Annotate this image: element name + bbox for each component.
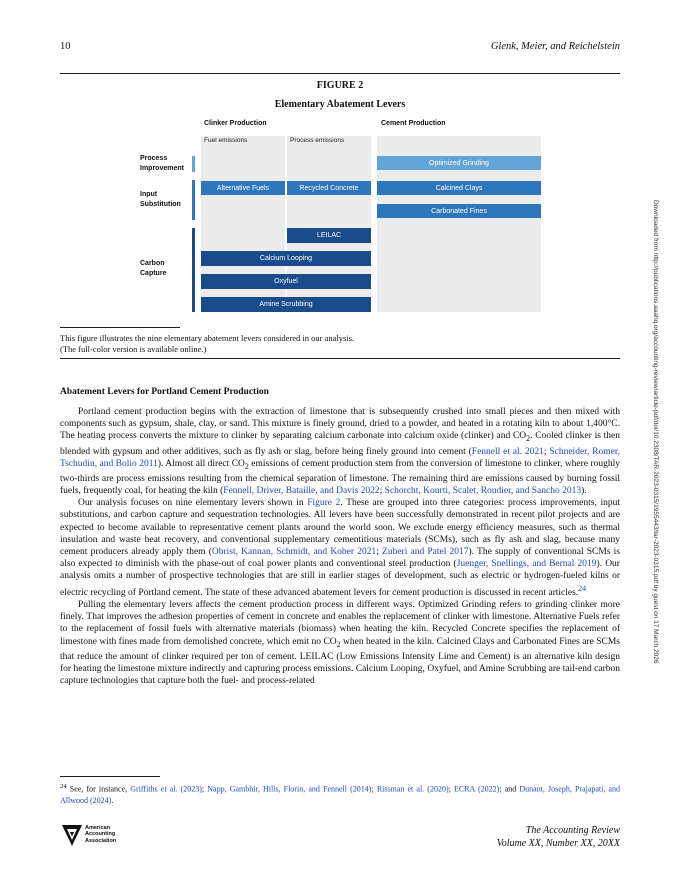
section-heading: Abatement Levers for Portland Cement Production	[60, 387, 269, 397]
process-emissions-subheading: Process emissions	[290, 137, 345, 144]
lever-recycled-concrete: Recycled Concrete	[287, 181, 371, 195]
lever-oxyfuel: Oxyfuel	[201, 274, 371, 289]
citation-link[interactable]: Griffiths et al. (2023)	[130, 784, 202, 794]
citation-link[interactable]: Rissman et al. (2020)	[376, 784, 449, 794]
cement-production-heading: Cement Production	[381, 120, 446, 127]
figure-title: Elementary Abatement Levers	[274, 99, 406, 110]
journal-footer: The Accounting Review Volume XX, Number XX, 20XX	[496, 825, 620, 849]
figure-label: FIGURE 2	[316, 80, 364, 91]
abatement-levers-figure	[0, 0, 680, 330]
fuel-emissions-subheading: Fuel emissions	[204, 137, 248, 144]
carbon-capture-bar	[192, 228, 195, 312]
process-improvement-bar	[192, 156, 195, 172]
figure-link[interactable]: Figure 2	[307, 498, 341, 509]
paragraph-2: Our analysis focuses on nine elementary levers shown in Figure 2. These are grouped into three categories: process improvements, input substitutions, and carbon capture and sequestration technologies. All levers have been successfully demonstrated in recent pilot projects and are expected to become available to representative cement plants around the world soon. We exclude energy efficiency measures, such as thermal insulation and waste heat recovery, and conventional supplementary cementitious materials (SCMs), such as fly ash and slag, because many cement producers already apply them (Obrist, Kannan, Schmidt, and Kober 2021; Zuberi and Patel 2017). The supply of conventional SCMs is also expected to diminish with the phase-out of coal power plants and conventional steel production (Juenger, Snellings, and Bernal 2019). Our analysis omits a number of prospective technologies that are still in earlier stages of development, such as electric or hydrogen-fueled kilns or electric recycling of Portland cement. The state of these advanced abatement levers for cement production is discussed in recent articles.$^{24}$	[60, 498, 620, 598]
download-notice: Downloaded from http://publications.aaahq.org/accounting-review/article-pdf/doi/10.2308/TAR-2023-0315/1955443/tar-2023-0315.pdf by guest on 17 March 2026	[652, 200, 659, 664]
lever-leilac: LEILAC	[287, 228, 371, 243]
running-header-authors: Glenk, Meier, and Reichelstein	[490, 41, 620, 52]
category-process-improvement: Process Improvement	[140, 155, 184, 172]
citation-link[interactable]: Fennell et al. 2021	[471, 446, 544, 457]
citation-link[interactable]: Schorcht, Kourti, Scalet, Roudier, and Sancho 2013	[384, 486, 582, 496]
lever-calcined-clays: Calcined Clays	[377, 181, 541, 195]
aaa-logo-text: American Accounting Association	[85, 825, 117, 844]
figure-bottom-rule	[60, 358, 620, 359]
lever-calcium-looping: Calcium Looping	[201, 251, 371, 266]
page-number: 10	[60, 41, 71, 52]
lever-amine-scrubbing: Amine Scrubbing	[201, 297, 371, 312]
citation-link[interactable]: Fennell, Driver, Bataille, and Davis 2022	[223, 486, 380, 496]
citation-link[interactable]: ECRA (2022)	[453, 784, 500, 794]
caption-rule	[60, 327, 180, 328]
citation-link[interactable]: Zuberi and Patel 2017	[382, 547, 469, 558]
lever-alternative-fuels: Alternative Fuels	[201, 181, 285, 195]
aaa-logo-icon	[60, 822, 84, 848]
footnote-rule	[60, 776, 160, 777]
paragraph-3: Pulling the elementary levers affects the cement production process in different ways. Optimized Grinding refers to grinding clinker more finely. That improves the adhesion properties of cement in concrete and enables the replacement of clinker with limestone. Alternative Fuels refer to the replacement of fossil fuels with alternative materials (biomass) when heating the kiln. Recycled Concrete specifies the replacement of limestone with fines made from demolished concrete, which emit no $CO_2$ when heated in the kiln. Calcined Clays and Carbonated Fines are SCMs that reduce the amount of clinker required per ton of cement. LEILAC (Low Emissions Intensity Lime and Cement) is an alternative kiln design for heating the limestone mixture indirectly and capturing process emissions. Calcium Looping, Oxyfuel, and Amine Scrubbing are tail-end carbon capture technologies that capture both the fuel- and process-related	[60, 599, 620, 687]
body-text	[60, 406, 620, 687]
input-substitution-bar	[192, 180, 195, 220]
citation-link[interactable]: Juenger, Snellings, and Bernal 2019	[456, 559, 597, 570]
clinker-production-heading: Clinker Production	[204, 120, 267, 127]
citation-link[interactable]: Napp, Gambhir, Hills, Florin, and Fennell (2014)	[207, 784, 372, 794]
category-carbon-capture: Carbon Capture	[140, 260, 167, 277]
lever-optimized-grinding: Optimized Grinding	[377, 156, 541, 170]
citation-link[interactable]: Schneider, Romer, Tschudin, and Bolio 2011	[60, 446, 621, 469]
citation-link[interactable]: Obrist, Kannan, Schmidt, and Kober 2021	[211, 547, 377, 558]
paragraph-1: Portland cement production begins with the extraction of limestone that is subsequently crushed into small pieces and then mixed with components such as gypsum, shale, clay, or sand. This mixture is finely ground, dried to a powder, and heated in a rotating kiln to about 1,400°C. The heating process converts the mixture to clinker by separating calcium carbonate into calcium oxide (clinker) and $CO_2$. Cooled clinker is then blended with gypsum and other additives, such as fly ash or slag, before being finely ground into cement (Fennell et al. 2021; Schneider, Romer, Tschudin, and Bolio 2011). Almost all direct $CO_2$ emissions of cement production stem from the conversion of limestone to clinker, where roughly two-thirds are process emissions resulting from the chemical separation of limestone. The remaining third are emissions caused by burning fossil fuels, frequently coal, for heating the kiln (Fennell, Driver, Bataille, and Davis 2022; Schorcht, Kourti, Scalet, Roudier, and Sancho 2013).	[60, 407, 621, 496]
category-input-substitution: Input Substitution	[140, 191, 181, 208]
footnote-24: $^{24}$ See, for instance, Griffiths et al. (2023); Napp, Gambhir, Hills, Florin, and Fennell (2014); Rissman et al. (2020); ECRA (2022); and Dunant, Joseph, Prajapati, and Allwood (2024).	[60, 783, 621, 805]
citation-link[interactable]: Dunant, Joseph, Prajapati, and Allwood (2024)	[60, 784, 621, 805]
figure-caption: This figure illustrates the nine elementary abatement levers considered in our analysis. (The full-color version is available online.)	[60, 333, 355, 354]
footnote-link[interactable]: 24	[578, 583, 587, 593]
lever-carbonated-fines: Carbonated Fines	[377, 204, 541, 218]
